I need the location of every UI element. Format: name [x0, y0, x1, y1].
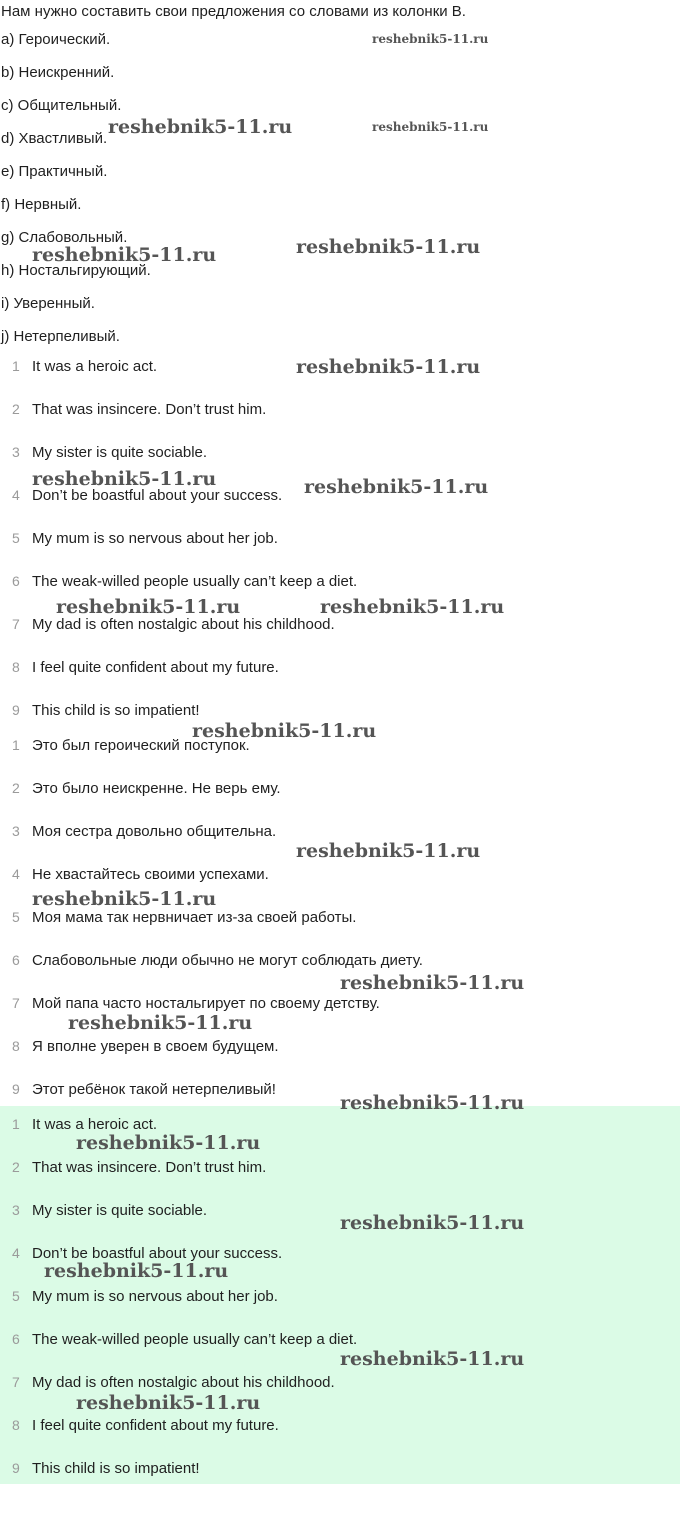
- sentence-text: My mum is so nervous about her job.: [32, 530, 278, 547]
- option-g: g) Слабовольный.: [1, 229, 128, 246]
- english-sentence-3: [0, 444, 680, 466]
- watermark: reshebnik5-11.ru: [32, 244, 217, 266]
- option-b: b) Неискренний.: [1, 64, 115, 81]
- sentence-text: This child is so impatient!: [32, 1460, 200, 1477]
- option-a: a) Героический.: [1, 31, 111, 48]
- item-number: 6: [12, 1331, 20, 1347]
- sentence-text: It was a heroic act.: [32, 1116, 158, 1133]
- highlighted-sentence-2: [0, 1159, 680, 1181]
- item-number: 6: [12, 573, 20, 589]
- sentence-text: That was insincere. Don’t trust him.: [32, 401, 267, 418]
- sentence-text: My sister is quite sociable.: [32, 1202, 208, 1219]
- sentence-text: Этот ребёнок такой нетерпеливый!: [32, 1081, 276, 1098]
- sentence-text: Don’t be boastful about your success.: [32, 487, 283, 504]
- item-number: 9: [12, 1460, 20, 1476]
- option-i: i) Уверенный.: [1, 295, 95, 312]
- watermark: reshebnik5-11.ru: [320, 596, 505, 618]
- item-number: 7: [12, 995, 20, 1011]
- watermark: reshebnik5-11.ru: [32, 468, 217, 490]
- highlighted-sentence-9: [0, 1460, 680, 1482]
- watermark: reshebnik5-11.ru: [296, 356, 481, 378]
- english-sentence-7: [0, 616, 680, 638]
- watermark: reshebnik5-11.ru: [340, 1348, 525, 1370]
- item-number: 4: [12, 866, 20, 882]
- sentence-text: Мой папа часто ностальгирует по своему детству.: [32, 995, 380, 1012]
- item-number: 6: [12, 952, 20, 968]
- item-number: 3: [12, 1202, 20, 1218]
- sentence-text: I feel quite confident about my future.: [32, 1417, 279, 1434]
- russian-sentence-2: [0, 780, 680, 802]
- sentence-text: My dad is often nostalgic about his childhood.: [32, 616, 335, 633]
- sentence-text: Don’t be boastful about your success.: [32, 1245, 283, 1262]
- watermark: reshebnik5-11.ru: [372, 120, 489, 134]
- english-sentence-5: [0, 530, 680, 552]
- option-e: e) Практичный.: [1, 163, 108, 180]
- item-number: 8: [12, 659, 20, 675]
- item-number: 4: [12, 1245, 20, 1261]
- item-number: 5: [12, 1288, 20, 1304]
- option-h: h) Ностальгирующий.: [1, 262, 151, 279]
- watermark: reshebnik5-11.ru: [68, 1012, 253, 1034]
- highlighted-sentence-8: [0, 1417, 680, 1439]
- watermark: reshebnik5-11.ru: [296, 236, 481, 258]
- item-number: 1: [12, 1116, 20, 1132]
- sentence-text: Не хвастайтесь своими успехами.: [32, 866, 269, 883]
- russian-sentence-8: [0, 1038, 680, 1060]
- item-number: 1: [12, 358, 20, 374]
- english-sentence-2: [0, 401, 680, 423]
- watermark: reshebnik5-11.ru: [340, 1212, 525, 1234]
- item-number: 1: [12, 737, 20, 753]
- sentence-text: I feel quite confident about my future.: [32, 659, 279, 676]
- item-number: 2: [12, 401, 20, 417]
- item-number: 5: [12, 909, 20, 925]
- option-d: d) Хвастливый.: [1, 130, 108, 147]
- sentence-text: My dad is often nostalgic about his childhood.: [32, 1374, 335, 1391]
- watermark: reshebnik5-11.ru: [76, 1132, 261, 1154]
- russian-sentence-6: [0, 952, 680, 974]
- sentence-text: Моя мама так нервничает из-за своей работы.: [32, 909, 357, 926]
- item-number: 3: [12, 444, 20, 460]
- watermark: reshebnik5-11.ru: [76, 1392, 261, 1414]
- item-number: 2: [12, 780, 20, 796]
- item-number: 5: [12, 530, 20, 546]
- russian-sentence-5: [0, 909, 680, 931]
- sentence-text: Это был героический поступок.: [32, 737, 250, 754]
- option-f: f) Нервный.: [1, 196, 82, 213]
- highlighted-sentence-5: [0, 1288, 680, 1310]
- sentence-text: Я вполне уверен в своем будущем.: [32, 1038, 279, 1055]
- english-sentence-6: [0, 573, 680, 595]
- russian-sentence-4: [0, 866, 680, 888]
- watermark: reshebnik5-11.ru: [192, 720, 377, 742]
- watermark: reshebnik5-11.ru: [340, 972, 525, 994]
- watermark: reshebnik5-11.ru: [296, 840, 481, 862]
- item-number: 4: [12, 487, 20, 503]
- sentence-text: The weak-willed people usually can’t keep a diet.: [32, 1331, 358, 1348]
- sentence-text: My sister is quite sociable.: [32, 444, 208, 461]
- watermark: reshebnik5-11.ru: [44, 1260, 229, 1282]
- sentence-text: It was a heroic act.: [32, 358, 158, 375]
- sentence-text: This child is so impatient!: [32, 702, 200, 719]
- watermark: reshebnik5-11.ru: [372, 32, 489, 46]
- sentence-text: Слабовольные люди обычно не могут соблюдать диету.: [32, 952, 423, 969]
- watermark: reshebnik5-11.ru: [56, 596, 241, 618]
- watermark: reshebnik5-11.ru: [32, 888, 217, 910]
- item-number: 7: [12, 1374, 20, 1390]
- watermark: reshebnik5-11.ru: [340, 1092, 525, 1114]
- item-number: 9: [12, 702, 20, 718]
- item-number: 2: [12, 1159, 20, 1175]
- watermark: reshebnik5-11.ru: [304, 476, 489, 498]
- task-intro: Нам нужно составить свои предложения со словами из колонки B.: [1, 3, 466, 20]
- item-number: 3: [12, 823, 20, 839]
- sentence-text: The weak-willed people usually can’t keep a diet.: [32, 573, 358, 590]
- sentence-text: That was insincere. Don’t trust him.: [32, 1159, 267, 1176]
- sentence-text: Это было неискренне. Не верь ему.: [32, 780, 281, 797]
- english-sentence-8: [0, 659, 680, 681]
- item-number: 8: [12, 1417, 20, 1433]
- item-number: 8: [12, 1038, 20, 1054]
- sentence-text: My mum is so nervous about her job.: [32, 1288, 278, 1305]
- option-c: c) Общительный.: [1, 97, 122, 114]
- option-j: j) Нетерпеливый.: [1, 328, 120, 345]
- item-number: 9: [12, 1081, 20, 1097]
- watermark: reshebnik5-11.ru: [108, 116, 293, 138]
- item-number: 7: [12, 616, 20, 632]
- sentence-text: Моя сестра довольно общительна.: [32, 823, 277, 840]
